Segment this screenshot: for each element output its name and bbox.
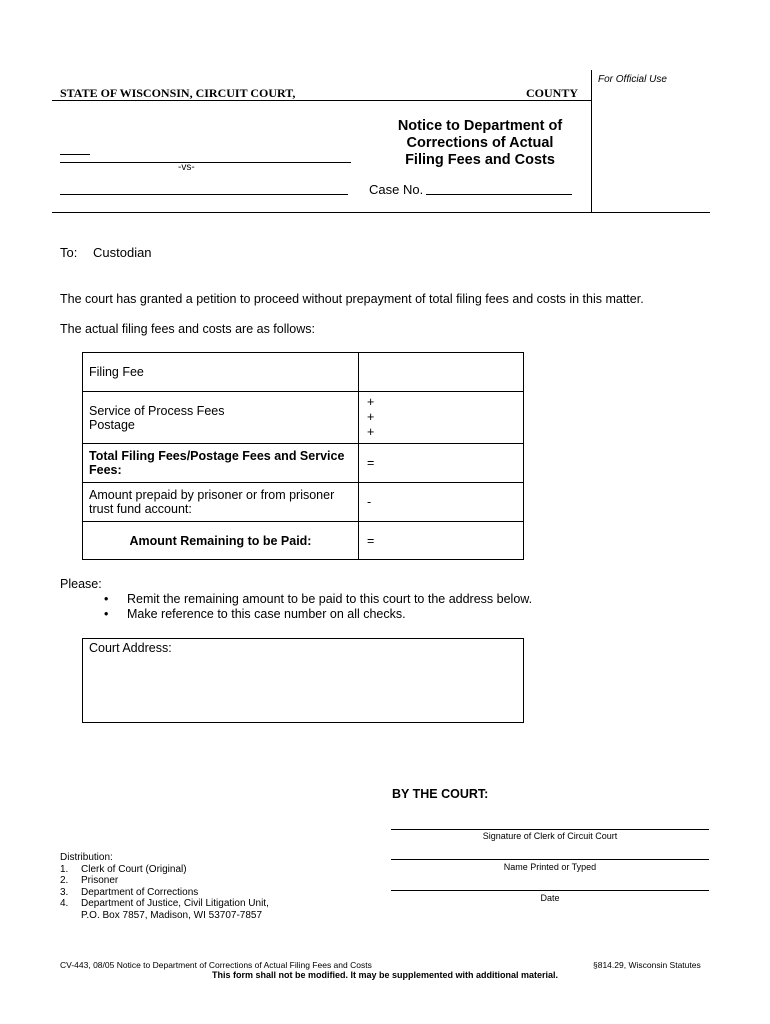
total-fees-value[interactable]: = [359,444,524,483]
plaintiff-name-short-line [60,154,90,155]
to-label: To: [60,245,78,260]
list-item-number: 2. [60,875,69,886]
please-label: Please: [60,577,102,591]
list-item-number: 1. [60,863,69,875]
bullet-icon: • [104,607,109,621]
service-fees-label: Service of Process Fees [89,403,225,418]
case-number-field[interactable] [426,194,572,195]
clerk-signature-label: Signature of Clerk of Circuit Court [482,831,618,841]
form-title-line-1: Notice to Department of [397,118,563,134]
county-heading: COUNTY [526,86,579,100]
form-identifier: CV-443, 08/05 Notice to Department of Corrections of Actual Filing Fees and Costs [60,960,372,970]
total-fees-label: Total Filing Fees/Postage Fees and Service Fees: [83,444,359,483]
header-bottom-rule [52,212,710,213]
list-item-number: 4. [60,898,69,909]
distribution-title: Distribution: [60,852,113,863]
petition-granted-paragraph: The court has granted a petition to proceed without prepayment of total filing fees and costs in this matter. [60,292,644,306]
plus-sign-3: + [367,425,375,439]
date-label: Date [540,893,560,903]
service-postage-labels [83,392,359,444]
remaining-amount-value[interactable]: = [359,522,524,560]
doj-address: P.O. Box 7857, Madison, WI 53707-7857 [81,909,263,921]
list-item [60,875,269,887]
list-item-text: Department of Corrections [81,886,199,898]
official-use-label: For Official Use [598,74,667,85]
clerk-signature-line[interactable] [391,829,709,830]
name-printed-line[interactable] [391,859,709,860]
plus-sign-1: + [367,395,375,409]
bullet-icon: • [104,592,109,606]
table-row-remaining [83,522,524,560]
plus-sign-2: + [367,410,375,424]
table-row-filing-fee [83,353,524,392]
list-item-text: Prisoner [81,875,119,886]
prepaid-amount-label: Amount prepaid by prisoner or from prisoner trust fund account: [83,483,359,522]
form-title-line-3: Filing Fees and Costs [405,152,555,168]
date-line[interactable] [391,890,709,891]
filing-fee-label: Filing Fee [83,353,359,392]
postage-label: Postage [89,417,135,432]
list-item-number: 3. [60,886,69,898]
court-address-box[interactable] [82,638,524,723]
court-heading: STATE OF WISCONSIN, CIRCUIT COURT, [60,86,296,100]
defendant-name-line[interactable] [60,194,348,195]
court-address-label: Court Address: [89,641,172,655]
service-postage-values[interactable] [359,392,524,444]
list-item [60,864,269,876]
instruction-remit: Remit the remaining amount to be paid to this court to the address below. [127,592,533,606]
fees-intro-paragraph: The actual filing fees and costs are as follows: [60,322,315,336]
form-title-line-2: Corrections of Actual [406,135,554,151]
by-the-court-heading: BY THE COURT: [392,787,489,801]
instruction-case-reference: Make reference to this case number on all checks. [127,607,406,621]
plaintiff-name-line[interactable] [60,162,351,163]
filing-fee-value[interactable] [359,353,524,392]
prepaid-amount-value[interactable]: - [359,483,524,522]
table-row-total [83,444,524,483]
list-item [60,887,269,899]
list-item-text: Clerk of Court (Original) [81,863,187,875]
form-title [360,118,600,169]
fees-table [82,352,524,560]
list-item [60,898,269,910]
caption-rule [52,100,591,101]
remaining-amount-label: Amount Remaining to be Paid: [83,522,359,560]
list-item-continuation [60,910,269,922]
versus-label: -vs- [178,162,195,173]
list-item-text: Department of Justice, Civil Litigation Unit, [81,898,269,909]
case-number-label: Case No. [369,182,424,197]
distribution-list [60,852,269,921]
modification-notice: This form shall not be modified. It may be supplemented with additional material. [211,970,559,980]
to-recipient: Custodian [93,245,152,260]
statute-reference: §814.29, Wisconsin Statutes [593,960,701,970]
table-row-prepaid [83,483,524,522]
name-printed-label: Name Printed or Typed [503,862,597,872]
table-row-service-postage [83,392,524,444]
